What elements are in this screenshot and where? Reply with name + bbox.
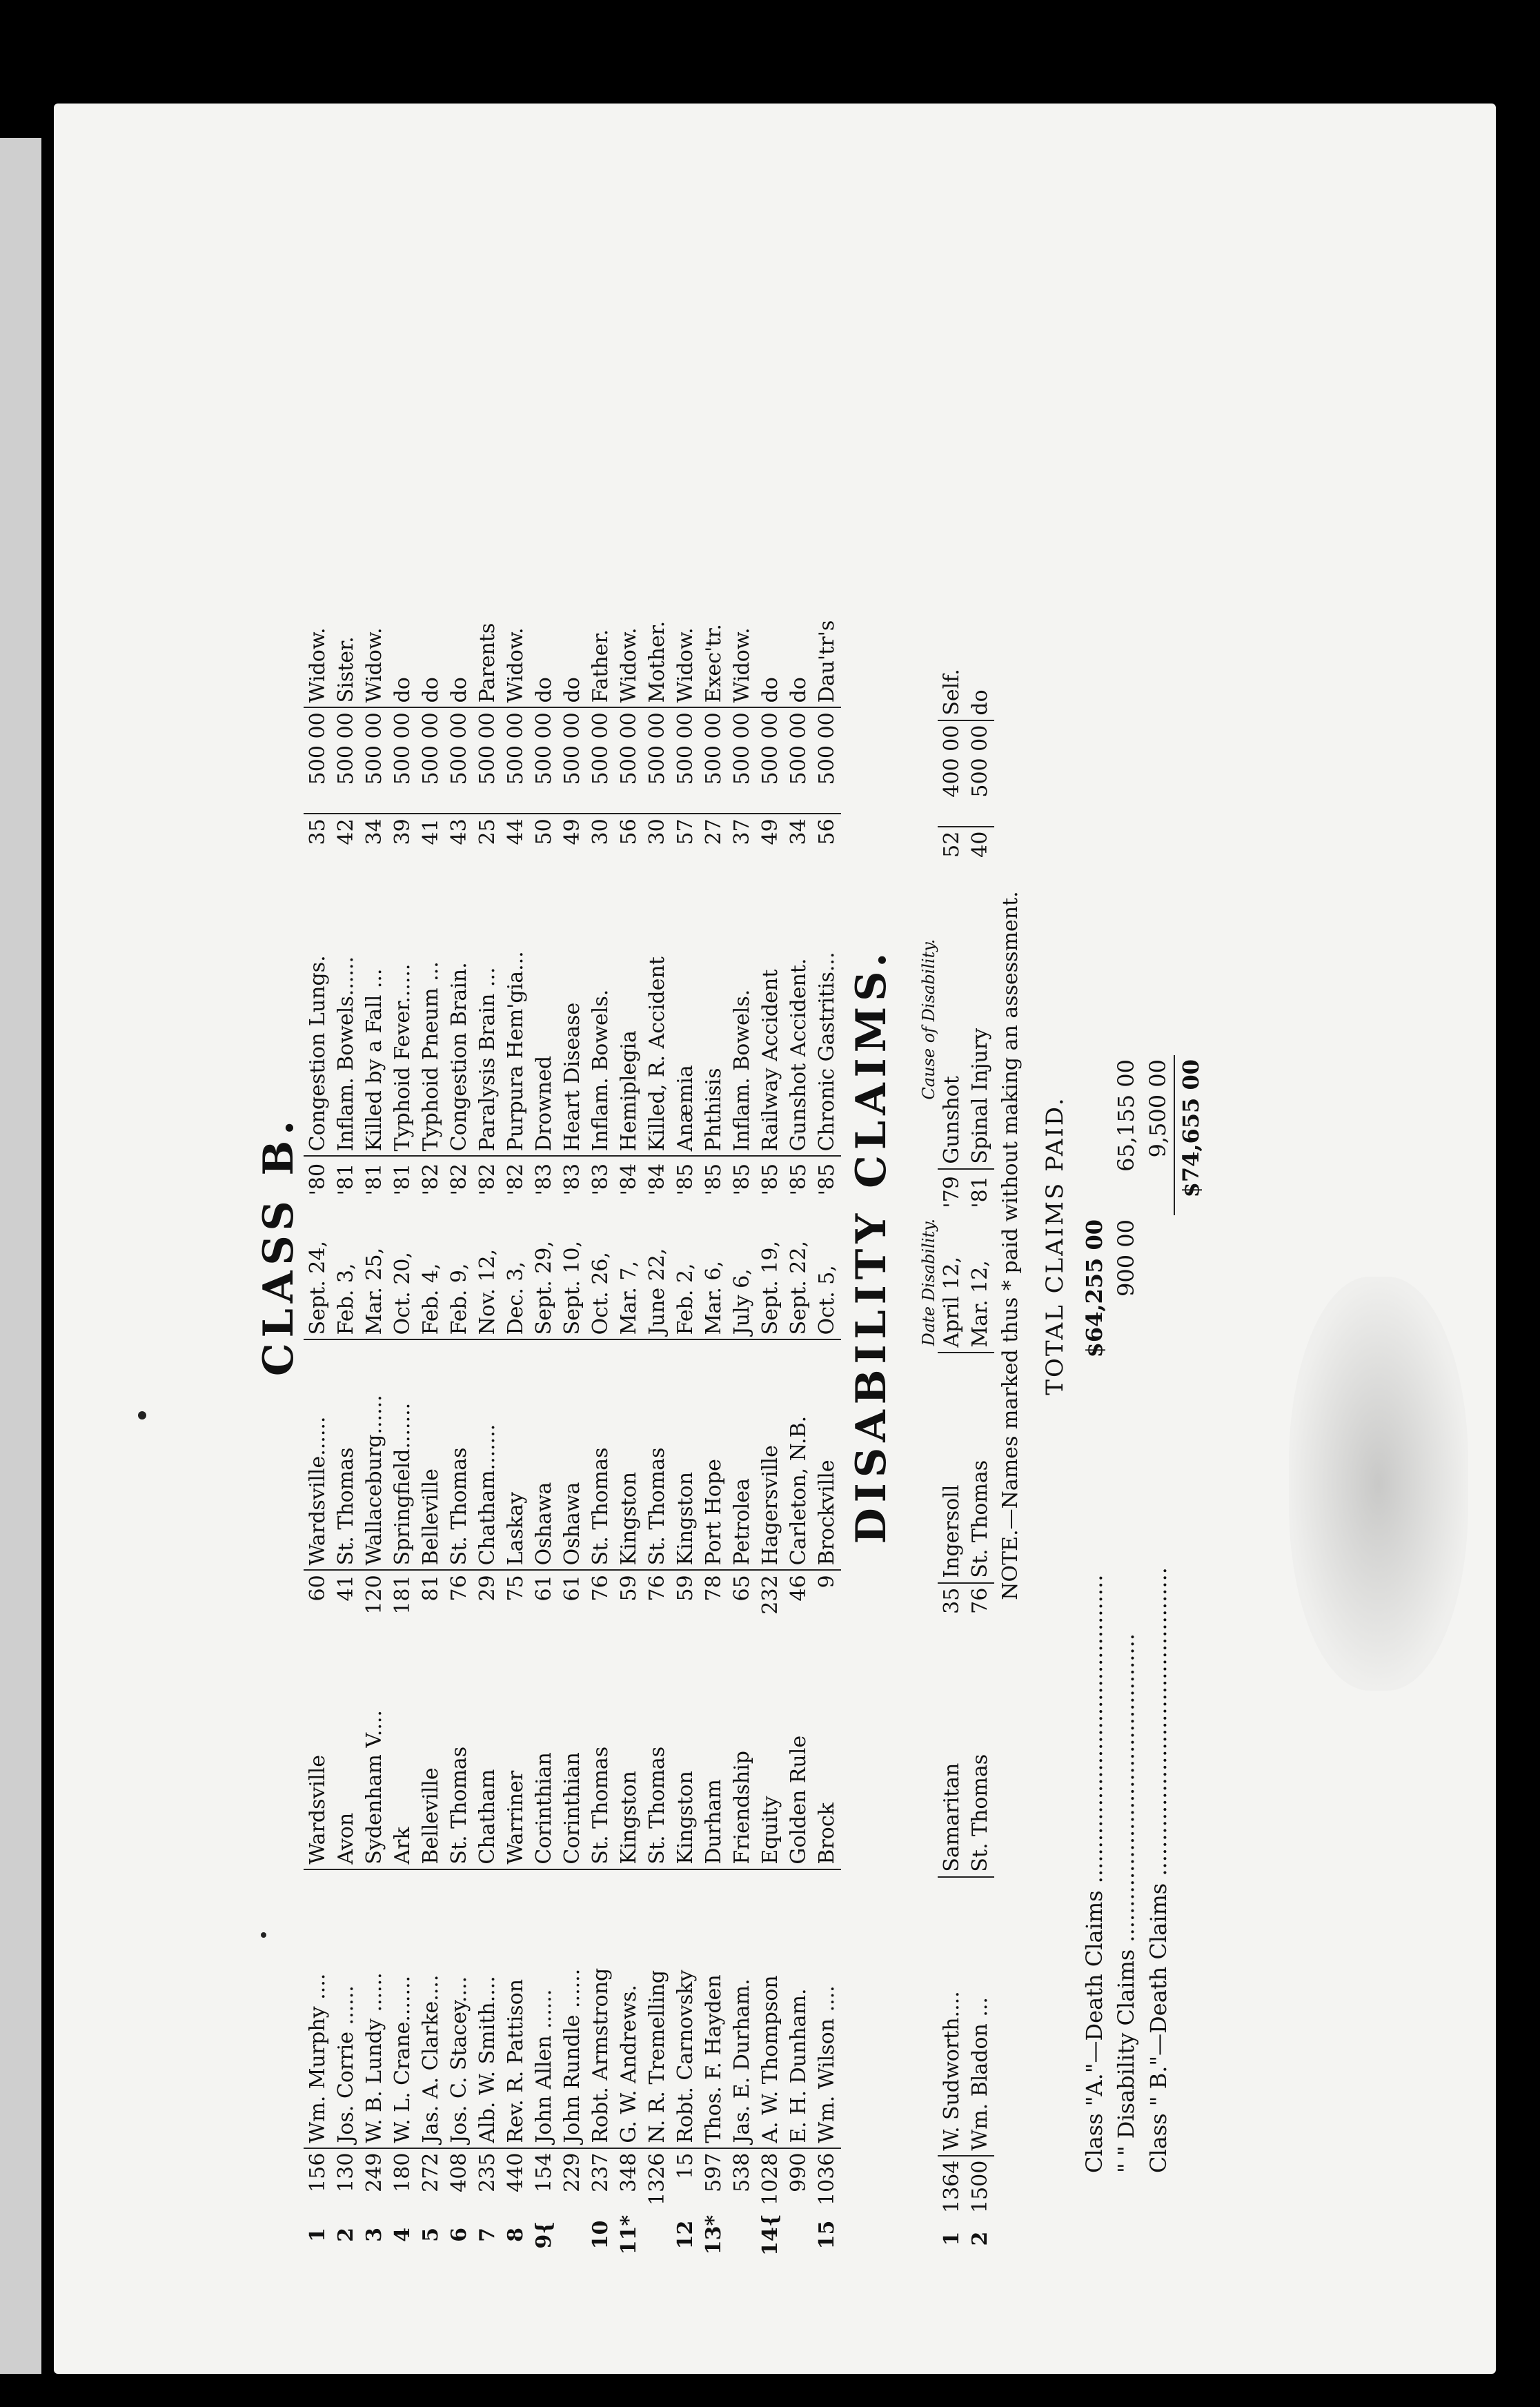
cell-date: Oct. 5, [813, 1199, 841, 1339]
cell-date: Feb. 9, [445, 1199, 473, 1339]
cell-ben: Mother. [643, 595, 671, 707]
cell-name: Jos. C. Stacey.... [447, 1976, 471, 2143]
cell-name: Rev. R. Pattison [504, 1978, 528, 2143]
cell-ben: Self. [938, 608, 966, 720]
scanned-page [54, 104, 1496, 2374]
cell-cno: 61 [532, 1575, 556, 1602]
cell-age: 34 [362, 818, 386, 845]
cell-no [784, 2210, 813, 2260]
cell-amt: 500 00 [728, 707, 756, 814]
cell-council: Golden Rule [784, 1619, 813, 1869]
cell-cno: 81 [419, 1575, 443, 1602]
cell-yr: '81 [334, 1163, 358, 1196]
cell-yr: '82 [447, 1163, 471, 1196]
cell-res: Wardsville...... [304, 1339, 332, 1570]
cell-res: Wallaceburg...... [360, 1339, 388, 1570]
cell-date: Nov. 12, [473, 1199, 502, 1339]
totals-row [1142, 1055, 1174, 2177]
header-date-disability: Date Disability. [919, 1218, 938, 1346]
cell-council: Equity [756, 1619, 784, 1869]
cell-no: 2 [968, 2231, 992, 2246]
cell-cert: 1500 [966, 2156, 994, 2217]
totals-row [1078, 1055, 1110, 2177]
cell-age: 30 [589, 818, 613, 845]
cell-amt: 500 00 [304, 707, 332, 814]
cell-council: Friendship [728, 1619, 756, 1869]
cell-date: Mar. 7, [615, 1199, 643, 1339]
cell-no [558, 2210, 586, 2260]
cell-age: 40 [968, 831, 992, 858]
cell-ben: do [558, 595, 586, 707]
cell-date: June 22, [643, 1199, 671, 1339]
cell-age: 49 [560, 818, 584, 845]
grand-total: $74,655 00 [1178, 1059, 1204, 1198]
cell-amt: 500 00 [530, 707, 558, 814]
cell-age: 25 [475, 818, 500, 845]
cell-yr: '85 [787, 1163, 811, 1196]
cell-yr: '79 [940, 1176, 964, 1208]
cell-cno: 76 [589, 1575, 613, 1602]
table-row [813, 595, 841, 2260]
cell-ben: do [388, 595, 417, 707]
cell-age: 52 [940, 831, 964, 858]
cell-no: 1 [306, 2228, 330, 2242]
cell-amt: 500 00 [813, 707, 841, 814]
cell-cno: 41 [334, 1575, 358, 1602]
note: NOTE.—Names marked thus * paid without making an assessment. [998, 891, 1023, 1600]
cell-res: Laskay [502, 1339, 530, 1570]
cell-cause: Inflam. Bowels. [728, 857, 756, 1156]
cell-cert: 1326 [643, 2148, 671, 2210]
cell-res: St. Thomas [445, 1339, 473, 1570]
cell-amt: 500 00 [360, 707, 388, 814]
cell-council: St. Thomas [445, 1619, 473, 1869]
cell-council: St. Thomas [643, 1619, 671, 1869]
cell-council: Belleville [417, 1619, 445, 1869]
cell-council: Chatham [473, 1619, 502, 1869]
cell-name: N. R. Tremelling [645, 1969, 669, 2143]
cell-res: Hagersville [756, 1339, 784, 1570]
cell-yr: '85 [673, 1163, 698, 1196]
cell-age: 30 [645, 818, 669, 845]
cell-cause: Congestion Brain. [445, 857, 473, 1156]
cell-cno: 232 [758, 1575, 782, 1615]
table-row [502, 595, 530, 2260]
cell-no: 15 [815, 2220, 839, 2250]
table-row [360, 595, 388, 2260]
cell-no: 3 [362, 2228, 386, 2242]
cell-res: Springfield....... [388, 1339, 417, 1570]
table-row [700, 595, 728, 2260]
cell-cert: 130 [332, 2148, 360, 2210]
cell-cause: Congestion Lungs. [304, 857, 332, 1156]
cell-cause: Killed by a Fall ... [360, 857, 388, 1156]
cell-name: Wm. Bladon ... [968, 1997, 992, 2151]
table-row [586, 595, 615, 2260]
cell-yr: '85 [815, 1163, 839, 1196]
cell-cause: Chronic Gastritis... [813, 857, 841, 1156]
cell-date: April 12, [938, 1212, 966, 1353]
cell-cause: Railway Accident [756, 857, 784, 1156]
cell-cno: 9 [815, 1575, 839, 1589]
cell-age: 57 [673, 818, 698, 845]
totals-value: 900 00 [1113, 1219, 1139, 1297]
cell-no [643, 2210, 671, 2260]
cell-yr: '85 [702, 1163, 726, 1196]
cell-date: Feb. 2, [671, 1199, 700, 1339]
cell-name: Robt. Armstrong [589, 1967, 613, 2143]
totals-subtotal: 65,155 00 [1113, 1059, 1139, 1172]
cell-name: Jos. Corrie ...... [334, 1985, 358, 2143]
cell-name: G. W. Andrews. [617, 1985, 641, 2143]
cell-cause: Heart Disease [558, 857, 586, 1156]
cell-cause: Hemiplegia [615, 857, 643, 1156]
cell-age: 35 [306, 818, 330, 845]
cell-amt: 500 00 [615, 707, 643, 814]
cell-cause: Typhoid Pneum ... [417, 857, 445, 1156]
cell-cause: Paralysis Brain ... [473, 857, 502, 1156]
totals-subtotal: 9,500 00 [1142, 1055, 1174, 1215]
cell-no: 4 [391, 2228, 415, 2242]
cell-ben: Widow. [615, 595, 643, 707]
cell-res: St. Thomas [586, 1339, 615, 1570]
totals-label: Class " B."—Death Claims ............................................ [1145, 1567, 1172, 2173]
cell-cert: 229 [558, 2148, 586, 2210]
cell-yr: '82 [419, 1163, 443, 1196]
cell-cert: 1036 [813, 2148, 841, 2210]
cell-cert: 235 [473, 2148, 502, 2210]
cell-cert: 408 [445, 2148, 473, 2210]
ink-dot [138, 1411, 146, 1419]
cell-amt: 500 00 [388, 707, 417, 814]
cell-amt: 500 00 [966, 720, 994, 827]
cell-cert: 440 [502, 2148, 530, 2210]
cell-cert: 156 [304, 2148, 332, 2210]
cell-amt: 500 00 [445, 707, 473, 814]
cell-date: Mar. 6, [700, 1199, 728, 1339]
cell-cno: 59 [673, 1575, 698, 1602]
cell-ben: Exec'tr. [700, 595, 728, 707]
cell-ben: Widow. [304, 595, 332, 707]
cell-name: Robt. Carnovsky [673, 1969, 698, 2143]
cell-no: 9{ [532, 2221, 556, 2249]
class-b-title: CLASS B. [255, 1114, 303, 1377]
cell-age: 56 [617, 818, 641, 845]
cell-yr: '81 [391, 1163, 415, 1196]
cell-no: 12 [673, 2220, 698, 2250]
cell-date: Sept. 10, [558, 1199, 586, 1339]
cell-age: 49 [758, 818, 782, 845]
cell-cno: 75 [504, 1575, 528, 1602]
cell-res: St. Thomas [643, 1339, 671, 1570]
table-row [938, 608, 966, 2260]
cell-cause: Typhoid Fever...... [388, 857, 417, 1156]
cell-amt: 500 00 [586, 707, 615, 814]
cell-yr: '83 [532, 1163, 556, 1196]
cell-amt: 500 00 [700, 707, 728, 814]
cell-ben: Father. [586, 595, 615, 707]
cell-date: Sept. 19, [756, 1199, 784, 1339]
cell-name: A. W. Thompson [758, 1975, 782, 2143]
cell-council: Brock [813, 1619, 841, 1869]
cell-name: Jas. E. Durham. [730, 1978, 754, 2143]
cell-date: Oct. 26, [586, 1199, 615, 1339]
cell-council: Corinthian [558, 1619, 586, 1869]
cell-ben: Widow. [671, 595, 700, 707]
totals-table [1078, 1055, 1207, 2177]
cell-name: W. L. Crane....... [391, 1975, 415, 2143]
cell-yr: '83 [560, 1163, 584, 1196]
cell-amt: 500 00 [502, 707, 530, 814]
table-row [671, 595, 700, 2260]
disability-table [896, 608, 994, 2260]
cell-ben: do [966, 608, 994, 720]
cell-yr: '83 [589, 1163, 613, 1196]
cell-date: Feb. 4, [417, 1199, 445, 1339]
cell-res: St. Thomas [966, 1353, 994, 1583]
cell-council: St. Thomas [586, 1619, 615, 1869]
cell-res: Chatham....... [473, 1339, 502, 1570]
cell-name: Wm. Wilson .... [815, 1985, 839, 2143]
cell-amt: 500 00 [332, 707, 360, 814]
class-b-table [304, 595, 841, 2260]
cell-no: 7 [475, 2228, 500, 2242]
cell-ben: do [756, 595, 784, 707]
cell-date: Sept. 22, [784, 1199, 813, 1339]
cell-cno: 76 [645, 1575, 669, 1602]
cell-council: Kingston [615, 1619, 643, 1869]
cell-no: 2 [334, 2228, 358, 2242]
cell-no: 11* [617, 2214, 641, 2255]
cell-age: 37 [730, 818, 754, 845]
cell-age: 39 [391, 818, 415, 845]
cell-amt: 500 00 [784, 707, 813, 814]
cell-council: Durham [700, 1619, 728, 1869]
cell-cno: 29 [475, 1575, 500, 1602]
cell-cert: 249 [360, 2148, 388, 2210]
cell-cno: 46 [787, 1575, 811, 1602]
cell-cno: 78 [702, 1575, 726, 1602]
cell-res: Port Hope [700, 1339, 728, 1570]
cell-yr: '84 [617, 1163, 641, 1196]
cell-yr: '85 [758, 1163, 782, 1196]
cell-amt: 500 00 [417, 707, 445, 814]
cell-amt: 500 00 [671, 707, 700, 814]
cell-name: John Rundle ...... [560, 1968, 584, 2143]
table-row [417, 595, 445, 2260]
table-row [643, 595, 671, 2260]
rotated-content [254, 231, 1344, 2260]
cell-cause: Spinal Injury [966, 870, 994, 1169]
cell-council: Samaritan [938, 1627, 966, 1877]
table-row [756, 595, 784, 2260]
cell-council: Warriner [502, 1619, 530, 1869]
cell-res: Kingston [671, 1339, 700, 1570]
cell-res: Carleton, N.B. [784, 1339, 813, 1570]
cell-res: Kingston [615, 1339, 643, 1570]
cell-res: Petrolea [728, 1339, 756, 1570]
cell-age: 27 [702, 818, 726, 845]
cell-res: Oshawa [558, 1339, 586, 1570]
cell-ben: Widow. [728, 595, 756, 707]
cell-yr: '82 [475, 1163, 500, 1196]
left-page-edge [0, 138, 41, 2374]
cell-age: 56 [815, 818, 839, 845]
cell-age: 34 [787, 818, 811, 845]
cell-yr: '82 [504, 1163, 528, 1196]
cell-cert: 990 [784, 2148, 813, 2210]
cell-cno: 59 [617, 1575, 641, 1602]
disability-title: DISABILITY CLAIMS. [847, 947, 896, 1544]
cell-council: Corinthian [530, 1619, 558, 1869]
cell-yr: '85 [730, 1163, 754, 1196]
cell-res: Brockville [813, 1339, 841, 1570]
cell-ben: Widow. [360, 595, 388, 707]
cell-amt: 500 00 [756, 707, 784, 814]
cell-age: 41 [419, 818, 443, 845]
cell-no: 14{ [758, 2213, 782, 2256]
totals-row [1110, 1055, 1142, 2177]
cell-date: Mar. 12, [966, 1212, 994, 1353]
cell-cause: Anæmia [671, 857, 700, 1156]
cell-name: John Allen ...... [532, 1989, 556, 2143]
table-row [473, 595, 502, 2260]
totals-title: TOTAL CLAIMS PAID. [1041, 1096, 1069, 1395]
cell-cert: 15 [671, 2148, 700, 2210]
cell-amt: 400 00 [938, 720, 966, 827]
cell-ben: Parents [473, 595, 502, 707]
cell-res: Ingersoll [938, 1353, 966, 1583]
table-row [784, 595, 813, 2260]
table-row [388, 595, 417, 2260]
cell-cause: Drowned [530, 857, 558, 1156]
totals-value: $64,255 00 [1081, 1219, 1107, 1358]
cell-no [728, 2210, 756, 2260]
cell-yr: '81 [968, 1176, 992, 1208]
cell-cert: 1364 [938, 2156, 966, 2217]
cell-name: Jas. A. Clarke.... [419, 1974, 443, 2143]
table-row [332, 595, 360, 2260]
cell-yr: '81 [362, 1163, 386, 1196]
cell-name: E. H. Dunham. [787, 1988, 811, 2143]
cell-cert: 180 [388, 2148, 417, 2210]
table-row [530, 595, 558, 2260]
cell-name: W. Sudworth.... [940, 1991, 964, 2151]
cell-no: 6 [447, 2228, 471, 2242]
cell-amt: 500 00 [558, 707, 586, 814]
cell-cno: 60 [306, 1575, 330, 1602]
cell-no: 5 [419, 2228, 443, 2242]
cell-cno: 35 [940, 1587, 964, 1614]
cell-cause: Gunshot [938, 870, 966, 1169]
cell-no: 8 [504, 2228, 528, 2242]
cell-cause: Inflam. Bowels...... [332, 857, 360, 1156]
cell-ben: do [784, 595, 813, 707]
cell-date: Sept. 29, [530, 1199, 558, 1339]
cell-cert: 154 [530, 2148, 558, 2210]
cell-council: Kingston [671, 1619, 700, 1869]
cell-cause: Killed, R. Accident [643, 857, 671, 1156]
cell-cert: 1028 [756, 2148, 784, 2210]
totals-label: Class "A."—Death Claims ............................................ [1081, 1574, 1107, 2173]
cell-name: W. B. Lundy ...... [362, 1972, 386, 2143]
cell-ben: Widow. [502, 595, 530, 707]
disability-header-row [896, 608, 938, 2260]
header-cause-disability: Cause of Disability. [919, 939, 938, 1100]
cell-date: Sept. 24, [304, 1199, 332, 1339]
cell-cno: 76 [447, 1575, 471, 1602]
table-row [558, 595, 586, 2260]
cell-ben: do [530, 595, 558, 707]
cell-res: Oshawa [530, 1339, 558, 1570]
cell-ben: Dau'tr's [813, 595, 841, 707]
cell-cno: 65 [730, 1575, 754, 1602]
cell-no: 13* [702, 2214, 726, 2255]
cell-cause: Purpura Hem'gia... [502, 857, 530, 1156]
cell-name: Wm. Murphy .... [306, 1973, 330, 2143]
table-row [966, 608, 994, 2260]
cell-age: 50 [532, 818, 556, 845]
cell-no: 1 [940, 2231, 964, 2246]
cell-date: Mar. 25, [360, 1199, 388, 1339]
cell-date: July 6, [728, 1199, 756, 1339]
cell-ben: do [417, 595, 445, 707]
totals-label: " " Disability Claims ............................................ [1113, 1633, 1139, 2173]
cell-cno: 181 [391, 1575, 415, 1615]
cell-council: Avon [332, 1619, 360, 1869]
table-row [728, 595, 756, 2260]
cell-no: 10 [589, 2220, 613, 2250]
cell-ben: do [445, 595, 473, 707]
cell-cno: 61 [560, 1575, 584, 1602]
cell-date: Dec. 3, [502, 1199, 530, 1339]
cell-age: 43 [447, 818, 471, 845]
cell-amt: 500 00 [643, 707, 671, 814]
cell-name: Alb. W. Smith.... [475, 1976, 500, 2143]
totals-row [1174, 1055, 1207, 2177]
cell-yr: '84 [645, 1163, 669, 1196]
cell-council: St. Thomas [966, 1627, 994, 1877]
cell-date: Feb. 3, [332, 1199, 360, 1339]
cell-cno: 76 [968, 1587, 992, 1614]
cell-yr: '80 [306, 1163, 330, 1196]
cell-age: 44 [504, 818, 528, 845]
table-row [445, 595, 473, 2260]
table-row [615, 595, 643, 2260]
cell-cert: 237 [586, 2148, 615, 2210]
cell-cno: 120 [362, 1575, 386, 1615]
table-row [304, 595, 332, 2260]
cell-cause: Gunshot Accident. [784, 857, 813, 1156]
cell-res: Belleville [417, 1339, 445, 1570]
cell-ben: Sister. [332, 595, 360, 707]
cell-cert: 348 [615, 2148, 643, 2210]
cell-cert: 597 [700, 2148, 728, 2210]
cell-cause: Inflam. Bowels. [586, 857, 615, 1156]
cell-cert: 538 [728, 2148, 756, 2210]
cell-name: Thos. F. Hayden [702, 1974, 726, 2143]
cell-res: St. Thomas [332, 1339, 360, 1570]
cell-council: Wardsville [304, 1619, 332, 1869]
cell-council: Sydenham V.... [360, 1619, 388, 1869]
cell-age: 42 [334, 818, 358, 845]
cell-date: Oct. 20, [388, 1199, 417, 1339]
cell-council: Ark [388, 1619, 417, 1869]
cell-cert: 272 [417, 2148, 445, 2210]
cell-amt: 500 00 [473, 707, 502, 814]
cell-cause: Phthisis [700, 857, 728, 1156]
